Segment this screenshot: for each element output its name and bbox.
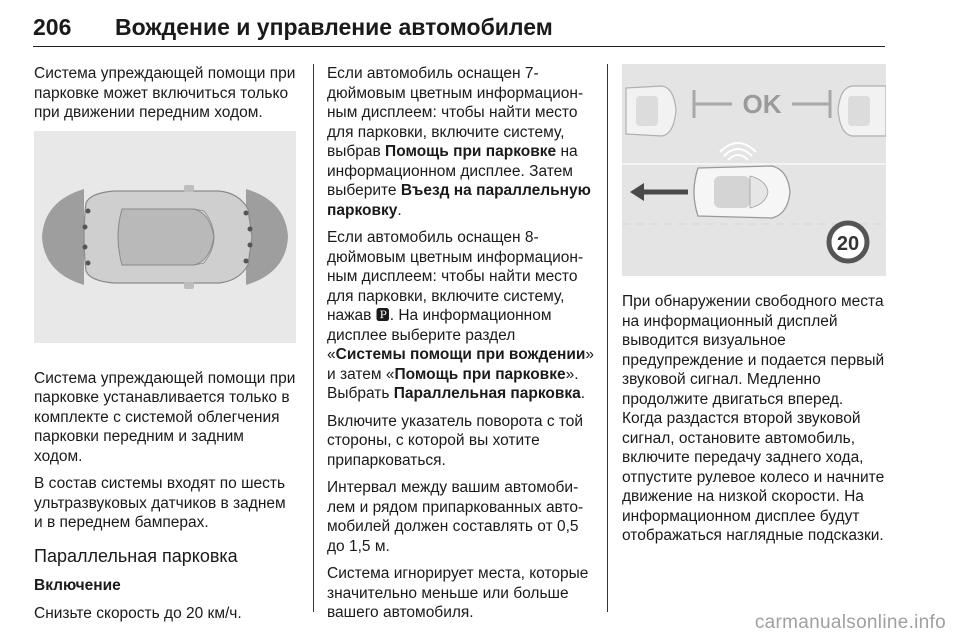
column-left [34, 64, 296, 631]
subheading: Включение [34, 577, 121, 594]
paragraph: Система игнорирует места, которые значительно меньше или больше вашего автомобиля. [327, 565, 589, 621]
text-run: . [397, 201, 402, 219]
column-middle [327, 64, 595, 631]
paragraph: В состав системы входят по шесть ультразвуковых датчиков в заднем и в переднем бамперах. [34, 475, 286, 531]
paragraph: Включите указатель поворота с той стороны, с которой вы хотите припарковаться. [327, 412, 584, 469]
watermark: carmanualsonline.info [754, 612, 946, 633]
menu-term: Въезд на параллельную парковку [327, 182, 591, 219]
section-heading: Параллельная парковка [34, 545, 238, 566]
parking-space-figure [622, 64, 886, 276]
paragraph: Система упреждающей помощи при парковке может включиться только при движении передним ходом. [34, 65, 296, 121]
menu-term: Параллельная парковка [393, 385, 581, 402]
ok-space-label: OK [742, 89, 782, 119]
chapter-title: Вождение и управление автомобилем [115, 14, 553, 40]
text-run: » и затем « [327, 346, 594, 383]
sensor-zone-figure [34, 131, 296, 343]
paragraph: Система упреждающей помощи при парковке устанавливается только в комплекте с системой облегчения парковки передним и задним ходом. [34, 369, 296, 465]
text-run: на информационном дисплее. Затем выберите [327, 143, 578, 199]
parking-assist-icon: 🅿 [375, 307, 390, 323]
text-run: . [580, 385, 586, 402]
paragraph: При обнаружении свободного места на информационный дисплей выводится визуальное предупреждение и подается первый звуковой сигнал. Медленно продолжите двигаться вперед. Когда раздастся второй звуковой сигнал, остановите автомобиль, включите передачу заднего хода, отпустите рулевое колесо и начните движение на низкой скорости. На информационном дисплее будут отображаться наглядные подсказки. [622, 293, 885, 544]
column-divider [313, 64, 314, 612]
text-run: Если автомобиль оснащен 7-дюймовым цветным информационным дисплеем: чтобы найти место для парковки, включите систему, выбрав [327, 65, 584, 160]
column-right [622, 64, 886, 554]
menu-term: Помощь при парковке [394, 365, 566, 383]
menu-term: Помощь при парковке [385, 143, 557, 160]
paragraph [327, 64, 595, 220]
page-header [33, 12, 885, 47]
menu-term: Системы помощи при вождении [335, 346, 586, 363]
text-run: ». Выбрать [327, 365, 579, 402]
paragraph: Интервал между вашим автомобилем и рядом припаркованных автомобилей должен составлять от 0,5 до 1,5 м. [327, 479, 584, 555]
column-divider [607, 64, 608, 612]
paragraph: Снизьте скорость до 20 км/ч. [34, 604, 242, 622]
text-run: Если автомобиль оснащен 8-дюймовым цветным информационным дисплеем: чтобы найти место для парковки, включите систему, нажав [327, 229, 584, 324]
paragraph [327, 228, 595, 404]
text-run: . На информационном дисплее выберите раздел « [327, 307, 552, 363]
page-number: 206 [33, 14, 72, 40]
speed-limit-label: 20 [836, 233, 860, 255]
